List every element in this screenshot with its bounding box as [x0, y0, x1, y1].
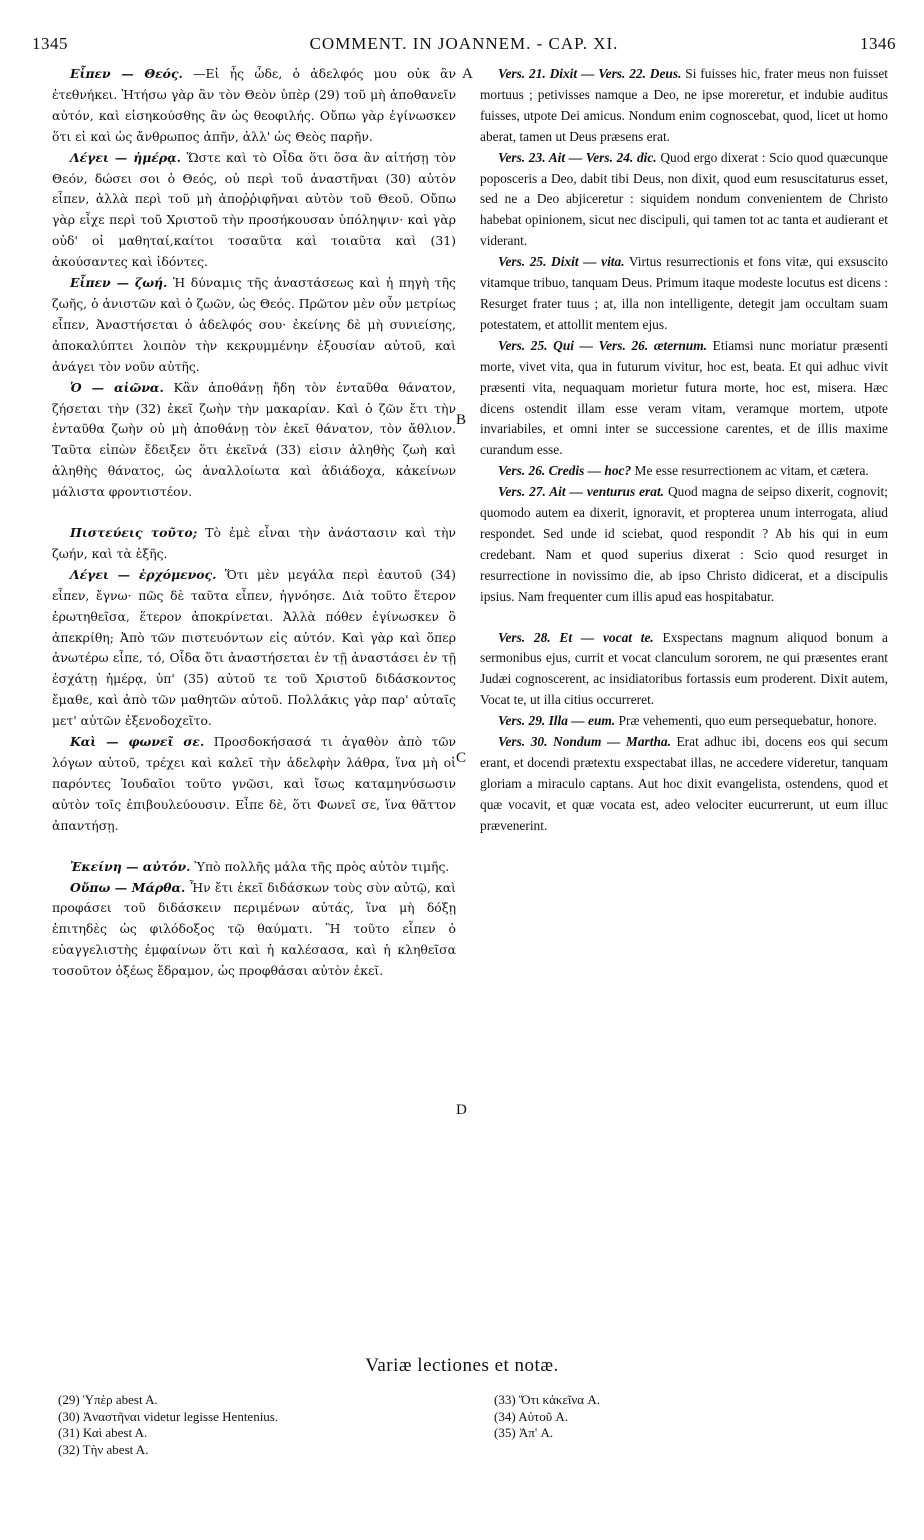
lemma: Οὔπω — Μάρθα. — [70, 879, 186, 895]
greek-paragraph — [52, 273, 456, 378]
notes-right-column — [494, 1392, 874, 1442]
lemma: Vers. 23. Ait — Vers. 24. dic. — [498, 149, 657, 165]
greek-paragraph — [52, 148, 456, 273]
paragraph-text: Προσδοκήσασά τι ἀγαθὸν ἀπὸ τῶν λόγων αὐτοῦ, τρέχει καὶ καλεῖ τὴν ἀδελφὴν λάθρα, ἵνα μὴ οἱ παρόντες Ἰουδαῖοι τοῦτο γνῶσι, καὶ ἴσως καταμηνύσωσιν αὐτὸν τοῖς ἐπιβουλεύουσιν. Εἶπε δὲ, ὅτι Φωνεῖ σε, ἵνα θᾶττον ἀπαντήσῃ. — [52, 734, 456, 833]
greek-paragraph — [52, 565, 456, 732]
latin-paragraph — [480, 64, 888, 148]
lemma: Λέγει — ἐρχόμενος. — [70, 566, 217, 582]
lemma: Πιστεύεις τοῦτο; — [70, 525, 198, 541]
footnote: (32) Τὴν abest A. — [58, 1441, 149, 1457]
latin-paragraph — [480, 148, 888, 253]
footnote: (29) Ὑπὲρ abest A. — [58, 1392, 158, 1407]
greek-paragraph — [52, 64, 456, 148]
greek-commentary-column — [52, 64, 456, 982]
paragraph-text: Virtus resurrectionis et fons vitæ, qui exsuscito vitamque tribuo, tanquam Deus. Primum itaque modeste locutus est dicens : Resurget frater tuus ; at, illa non intelligente, detegit jam occultam suam potestatem, et attollit mentem ejus. — [480, 254, 888, 332]
lemma: Vers. 29. Illa — eum. — [498, 713, 616, 729]
greek-paragraph — [52, 857, 456, 878]
section-marker-b: B — [456, 412, 467, 428]
paragraph-text: Τὸ ἐμὲ εἶναι τὴν ἀνάστασιν καὶ τὴν ζωήν, καὶ τὰ ἑξῆς. — [52, 525, 456, 561]
footnote: (31) Καὶ abest A. — [58, 1425, 148, 1440]
latin-paragraph — [480, 732, 888, 837]
lemma: Vers. 27. Ait — venturus erat. — [498, 484, 665, 500]
lemma: Καὶ — φωνεῖ σε. — [70, 734, 205, 750]
footnote: (30) Ἀναστῆναι videtur legisse Hentenius. — [58, 1408, 279, 1424]
paragraph-text: Quod ergo dixerat : Scio quod quæcunque poposceris a Deo, dabit tibi Deus, non dixit, quod eum resuscitaturus esset, sed ne a Deo abjiceretur : siquidem nondum convenientem de Christo habebat opinionem, sicut nec discipuli, qui tamen tot ac tanta et audierant et viderant. — [480, 149, 888, 249]
paragraph-text: Exspectans magnum aliquod bonum a sermonibus ejus, currit et vocat clanculum sororem, ne qui præsentes erant Judæi cognoscerent, ac insidiatoribus fortassis eum proderent. Dixit autem, Vocat te, ut illa citius occurreret. — [480, 629, 888, 708]
page-number-right: 1346 — [860, 34, 896, 53]
footnote: (34) Αὐτοῦ A. — [494, 1408, 569, 1424]
paragraph-text: Ὅτι μὲν μεγάλα περὶ ἑαυτοῦ (34) εἶπεν, ἔγνω· πῶς δὲ ταῦτα εἶπεν, ἠγνόησε. Διὰ τοῦτο ἕτερον ἐρωτηθεῖσα, ἕτερον ἀποκρίνεται. Ἀλλὰ πόθεν ἐγίνωσκεν ὃ ἀπεκρίθη; Ἀπὸ τῶν πιστευόντων εἰς αὐτόν. Καὶ γὰρ καὶ ὅπερ ἀνωτέρω εἶπε, τό, Οἶδα ὅτι ἀναστήσεται ἐν τῇ ἀναστάσει ἐν τῇ ἐσχάτῃ ἡμέρᾳ, ὑπ' (35) αὐτοῦ τε τοῦ Χριστοῦ διδάσκοντος ἔμαθε, καὶ ἀπὸ τῶν μαθητῶν αὐτοῦ. Πολλάκις γὰρ παρ' αὐταῖς μετ' αὐτῶν ἐξενοδοχεῖτο. — [52, 566, 456, 729]
paragraph-text: Ἡ δύναμις τῆς ἀναστάσεως καὶ ἡ πηγὴ τῆς ζωῆς, ὁ ἀνιστῶν καὶ ὁ ζωῶν, ὡς Θεός. Πρῶτον μὲν οὖν μετρίως εἶπεν, Ἀναστήσεται ὁ ἀδελφός σου· ἐκείνης δὲ μὴ συνιείσης, ἀποκαλύπτει λοιπὸν τὴν κεκρυμμένην ἐξουσίαν αὐτοῦ, καὶ ἀνάγει τὸν νοῦν αὐτῆς. — [52, 275, 456, 374]
paragraph-text: —Εἰ ἦς ὧδε, ὁ ἀδελφός μου οὐκ ἂν ἐτεθνήκει. Ἠτήσω γὰρ ἂν τὸν Θεὸν ὑπὲρ (29) τοῦ μὴ ἀποθανεῖν αὐτόν, καὶ εἰσηκούσθης ἂν ὡς θεοφιλής. Οὔπω γὰρ ἐγίνωσκεν ὅτι εἰ καὶ ὡς ἄνθρωπος ἀπῆν, ἀλλ' ὡς Θεὸς παρῆν. — [52, 66, 457, 144]
lemma: Εἶπεν — Θεός. — [70, 66, 183, 81]
notes-left-column — [58, 1392, 458, 1458]
greek-paragraph — [52, 732, 456, 837]
lemma: Vers. 25. Dixit — vita. — [498, 254, 625, 270]
lemma: Vers. 26. Credis — hoc? — [498, 463, 632, 479]
greek-paragraph — [52, 523, 456, 565]
paragraph-text: Ὑπὸ πολλῆς μάλα τῆς πρὸς αὐτὸν τιμῆς. — [194, 858, 450, 874]
paragraph-text: Ἦν ἔτι ἐκεῖ διδάσκων τοὺς σὺν αὐτῷ, καὶ προφάσει τοῦ διδάσκειν περιμένων αὐτάς, ἵνα μὴ δόξῃ ἐπιτηδὲς ὡς φιλόδοξος τῷ θαύματι. Ἢ τοῦτο εἶπεν ὁ εὐαγγελιστὴς ἐμφαίνων ὅτι καὶ ἡ καλέσασα, καὶ ἡ κληθεῖσα τοσοῦτον ὀξέως ἔδραμον, ὡς προφθάσαι αὐτὸν ἐκεῖ. — [52, 879, 456, 979]
latin-paragraph — [480, 482, 888, 607]
latin-paragraph — [480, 252, 888, 336]
lemma: Vers. 21. Dixit — Vers. 22. Deus. — [498, 66, 682, 81]
paragraph-text: Erat adhuc ibi, docens eos qui secum erant, et docendi prætextu exspectabat illas, ne accedere videretur, tanquam gloriam a miraculo captans. Aut hoc dixit evangelista, ostendens, quod et quæ vocavit, et quæ vocata est, adeo velociter eucurrerunt, ut eum illuc prævenerint. — [480, 734, 888, 833]
latin-paragraph — [480, 711, 888, 732]
latin-paragraph — [480, 461, 888, 482]
footnote: (33) Ὅτι κἀκεῖνα A. — [494, 1392, 601, 1407]
paragraph-text: Etiamsi nunc moriatur præsenti morte, vivet vita, qua in futurum vivitur, hoc est, beata. Et qui adhuc vivit præsenti vita, nequaquam morietur futura morte, hoc est, misera. Hæc dicens ostendit illam esse veram vitam, veramque mortem, utpote invariabiles, et omni inter se successione carentes, et de illis maxime curandum esse. — [480, 337, 888, 458]
lemma: Λέγει — ἡμέρᾳ. — [70, 149, 181, 165]
page-number-left: 1345 — [32, 34, 68, 53]
paragraph-text: Ὥστε καὶ τὸ Οἶδα ὅτι ὅσα ἂν αἰτήσῃ τὸν Θεόν, δώσει σοι ὁ Θεός, οὐ περὶ τοῦ ἀναστῆναι (30) αὐτὸν εἶπεν, ἀλλὰ περὶ τοῦ μὴ ἀποῤῥιφῆναι αὐτὸν τοῦ Θεοῦ. Οὔπω γὰρ εἶχε περὶ τοῦ Χριστοῦ τὴν προσήκουσαν ὑπόληψιν· καὶ γὰρ οὐδ' οἱ μαθηταί,καίτοι τοσαῦτα καὶ τοιαῦτα καὶ (31) ἀκούσαντες καὶ ἰδόντες. — [52, 149, 456, 270]
running-title: COMMENT. IN JOANNEM. - CAP. XI. — [309, 34, 619, 53]
paragraph-text: Quod magna de seipso dixerit, cognovit; quomodo autem ea dixerit, ignoravit, et propterea unum interrogata, aliud respondet. Sed unde id sciebat, quod respondit ? Ab his qui in eum credebant. Nam et quod superius dixerat : Scio quod resurget in resurrectione in novissimo die, ab ipso Christo didicerat, et a discipulis ipsius. Nam frequenter cum illis apud eas hospitabatur. — [480, 484, 888, 604]
greek-paragraph — [52, 378, 456, 503]
paragraph-text: Me esse resurrectionem ac vitam, et cætera. — [634, 463, 869, 479]
latin-translation-column — [480, 64, 888, 837]
greek-paragraph — [52, 878, 456, 983]
latin-paragraph — [480, 628, 888, 712]
paragraph-text: Præ vehementi, quo eum persequebatur, honore. — [618, 713, 877, 729]
page-header — [32, 34, 896, 56]
footnote: (35) Ἀπ' A. — [494, 1425, 554, 1440]
paragraph-text: Si fuisses hic, frater meus non fuisset mortuus ; petivisses namque a Deo, ne ipse moreretur, et indubie auditus fuisses, utpote Dei amicus. Nondum enim cognoscebat, quod, licet ut homo aberat, tamen ut Deus præsens erat. — [480, 66, 888, 144]
lemma: Vers. 30. Nondum — Martha. — [498, 734, 671, 750]
lemma: Vers. 28. Et — vocat te. — [498, 629, 654, 645]
lemma: Vers. 25. Qui — Vers. 26. æternum. — [498, 337, 708, 353]
latin-paragraph — [480, 336, 888, 461]
lemma: Εἶπεν — ζωή. — [70, 275, 168, 291]
lemma: Ὁ — αἰῶνα. — [70, 379, 164, 395]
section-marker-d: D — [456, 1102, 467, 1118]
section-marker-a: A — [462, 66, 473, 82]
paragraph-text: Κἂν ἀποθάνῃ ἤδη τὸν ἐνταῦθα θάνατον, ζήσεται τὴν (32) ἐκεῖ ζωὴν τὴν μακαρίαν. Καὶ ὁ ζῶν ἔτι τὴν ἐνταῦθα ζωὴν οὐ μὴ ἀποθάνῃ τὸν ἐκεῖ θάνατον, τὸν ἄθλιον. Ταῦτα εἰπὼν ἔδειξεν ὅτι ἐκεῖνά (33) εἰσιν ἀληθὴς ζωὴ καὶ ἀληθὴς θάνατος, ὡς ἀναλλοίωτα καὶ ἀδιάδοχα, κἀκείνων μάλιστα φροντιστέον. — [52, 379, 456, 500]
section-marker-c: C — [456, 750, 467, 766]
lemma: Ἐκείνη — αὐτόν. — [70, 858, 191, 874]
notes-heading: Variæ lectiones et notæ. — [365, 1355, 559, 1376]
